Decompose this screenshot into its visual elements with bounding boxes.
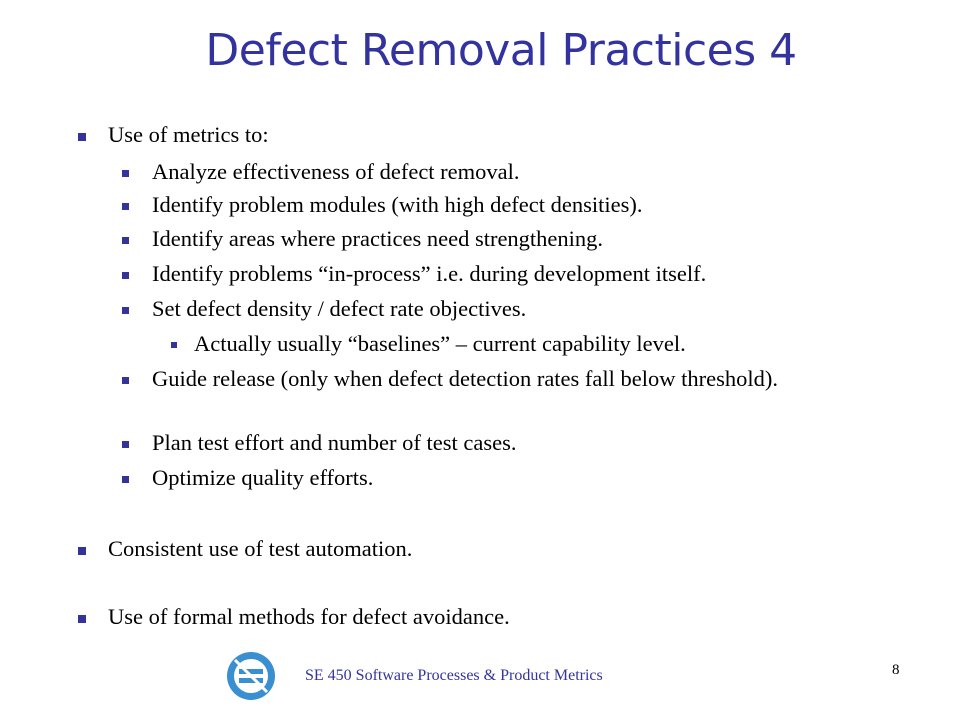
slide-title: Defect Removal Practices 4 [205, 25, 797, 76]
bullet-text: Consistent use of test automation. [108, 536, 413, 561]
square-bullet-icon [78, 547, 86, 555]
square-bullet-icon [122, 377, 129, 384]
square-bullet-icon [122, 441, 129, 448]
square-bullet-icon [171, 342, 177, 348]
university-logo-icon [225, 650, 277, 702]
bullet-text: Identify problem modules (with high defect densities). [152, 192, 643, 217]
page-number: 8 [892, 662, 900, 678]
square-bullet-icon [78, 133, 86, 141]
square-bullet-icon [122, 203, 129, 210]
bullet-text: Identify areas where practices need strengthening. [152, 226, 604, 251]
bullet-text: Use of metrics to: [108, 122, 269, 147]
square-bullet-icon [78, 615, 86, 623]
square-bullet-icon [122, 476, 129, 483]
bullet-text: Analyze effectiveness of defect removal. [152, 159, 520, 184]
bullet-text: Actually usually “baselines” – current capability level. [194, 331, 686, 356]
square-bullet-icon [122, 237, 129, 244]
bullet-text: Plan test effort and number of test cases. [152, 430, 517, 455]
bullet-text: Guide release (only when defect detection rates fall below threshold). [152, 366, 779, 391]
square-bullet-icon [122, 170, 129, 177]
bullet-text: Set defect density / defect rate objectives. [152, 296, 527, 321]
bullet-text: Use of formal methods for defect avoidance. [108, 604, 510, 629]
bullet-text: Optimize quality efforts. [152, 465, 374, 490]
footer-course-title: SE 450 Software Processes & Product Metrics [305, 667, 603, 684]
square-bullet-icon [122, 272, 129, 279]
square-bullet-icon [122, 307, 129, 314]
bullet-text: Identify problems “in-process” i.e. during development itself. [152, 261, 707, 286]
